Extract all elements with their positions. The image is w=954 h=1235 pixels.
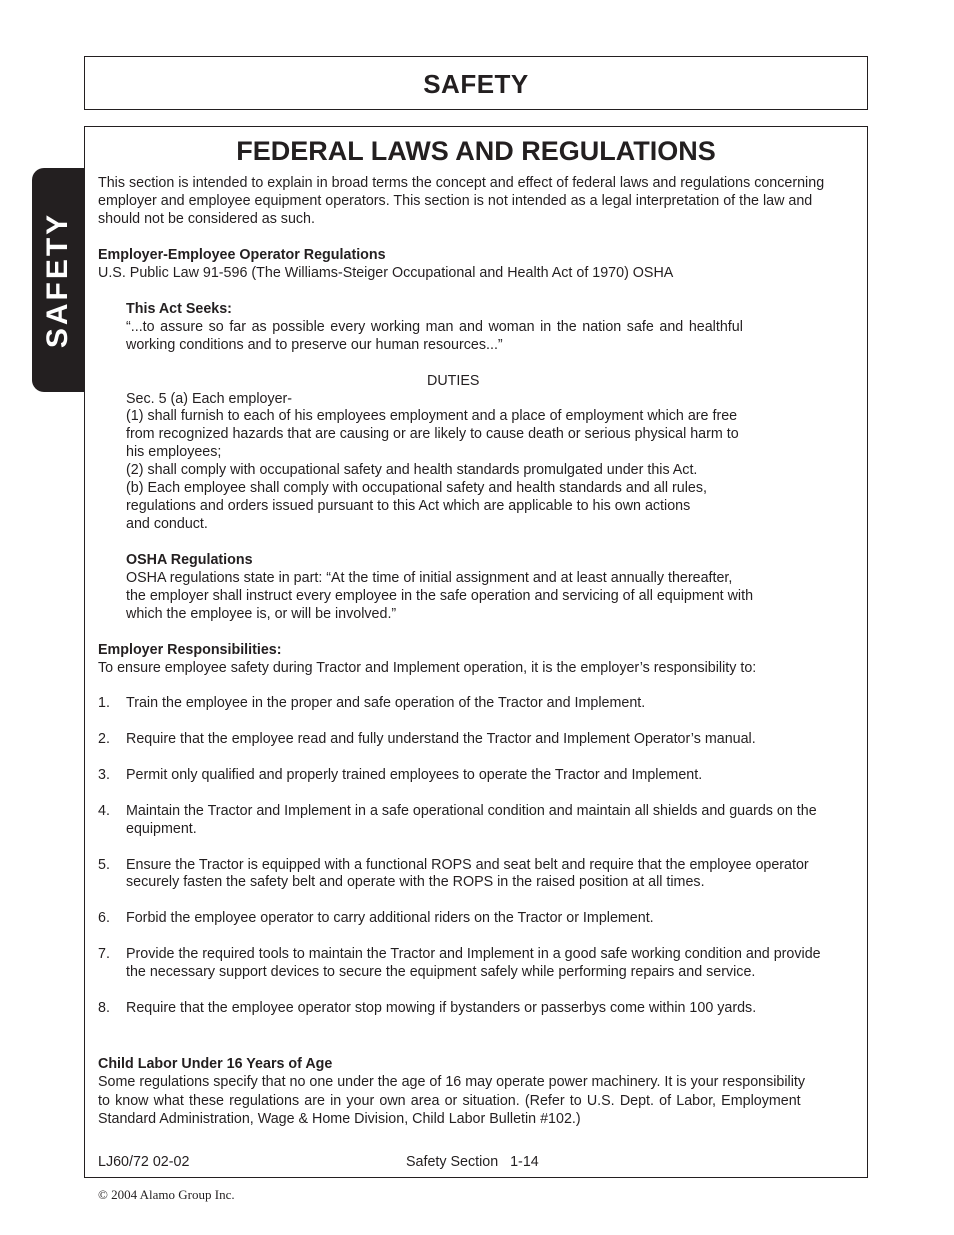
intro-line: should not be considered as such. — [98, 211, 315, 227]
list-item-number: 8. — [98, 1000, 110, 1016]
duties-line: (1) shall furnish to each of his employees employment and a place of employment which are free — [126, 408, 738, 424]
header-box — [84, 56, 868, 110]
child-labor-heading: Child Labor Under 16 Years of Age — [98, 1056, 333, 1072]
duties-line: Sec. 5 (a) Each employer- — [126, 391, 293, 407]
list-item-number: 3. — [98, 767, 110, 783]
list-item: Provide the required tools to maintain the Tractor and Implement in a good safe working condition and provide — [126, 946, 821, 962]
list-item: securely fasten the safety belt and operate with the ROPS in the raised position at all times. — [126, 874, 705, 890]
osha-line: OSHA regulations state in part: “At the time of initial assignment and at least annually thereafter, — [126, 570, 733, 586]
act-seeks-line: “...to assure so far as possible every working man and woman in the nation safe and healthful — [126, 319, 743, 335]
list-item: equipment. — [126, 821, 197, 837]
child-labor-line: Standard Administration, Wage & Home Division, Child Labor Bulletin #102.) — [98, 1111, 581, 1127]
list-item: Train the employee in the proper and safe operation of the Tractor and Implement. — [126, 695, 646, 711]
responsibilities-intro: To ensure employee safety during Tractor and Implement operation, it is the employer’s responsibility to: — [98, 660, 757, 676]
intro-line: employer and employee equipment operators. This section is not intended as a legal interpretation of the law and — [98, 193, 813, 209]
footer-model: LJ60/72 02-02 — [98, 1154, 190, 1170]
list-item-number: 1. — [98, 695, 110, 711]
list-item: Maintain the Tractor and Implement in a safe operational condition and maintain all shields and guards on the — [126, 803, 817, 819]
duties-line: and conduct. — [126, 516, 208, 532]
list-item: Ensure the Tractor is equipped with a functional ROPS and seat belt and require that the employee operator — [126, 857, 809, 873]
list-item: Require that the employee read and fully understand the Tractor and Implement Operator’s manual. — [126, 731, 756, 747]
side-tab-label: SAFETY — [41, 211, 74, 349]
duties-line: (b) Each employee shall comply with occupational safety and health standards and all rules, — [126, 480, 707, 496]
list-item: Require that the employee operator stop mowing if bystanders or passerbys come within 100 yards. — [126, 1000, 757, 1016]
list-item-number: 6. — [98, 910, 110, 926]
list-item-number: 7. — [98, 946, 110, 962]
osha-heading: OSHA Regulations — [126, 552, 253, 568]
side-tab — [32, 168, 84, 392]
duties-line: (2) shall comply with occupational safety and health standards promulgated under this Act. — [126, 462, 698, 478]
duties-line: from recognized hazards that are causing or are likely to cause death or serious physical harm to — [126, 426, 739, 442]
list-item: the necessary support devices to secure the equipment safely while performing repairs and service. — [126, 964, 756, 980]
list-item: Forbid the employee operator to carry additional riders on the Tractor or Implement. — [126, 910, 654, 926]
copyright: © 2004 Alamo Group Inc. — [98, 1187, 235, 1202]
list-item: Permit only qualified and properly trained employees to operate the Tractor and Implement. — [126, 767, 703, 783]
duties-line: regulations and orders issued pursuant to this Act which are applicable to his own actions — [126, 498, 691, 514]
employer-employee-text: U.S. Public Law 91-596 (The Williams-Steiger Occupational and Health Act of 1970) OSHA — [98, 265, 674, 281]
act-seeks-heading: This Act Seeks: — [126, 301, 232, 317]
list-item-number: 4. — [98, 803, 110, 819]
header-title: SAFETY — [423, 69, 529, 99]
child-labor-line: Some regulations specify that no one under the age of 16 may operate power machinery. It is your responsibility — [98, 1074, 806, 1090]
section-title: FEDERAL LAWS AND REGULATIONS — [236, 136, 716, 166]
employer-employee-heading: Employer-Employee Operator Regulations — [98, 247, 386, 263]
intro-line: This section is intended to explain in broad terms the concept and effect of federal laws and regulations concerning — [98, 175, 825, 191]
act-seeks-line: working conditions and to preserve our human resources...” — [126, 337, 503, 353]
osha-line: the employer shall instruct every employee in the safe operation and servicing of all equipment with — [126, 588, 754, 604]
osha-line: which the employee is, or will be involved.” — [126, 606, 397, 622]
duties-line: his employees; — [126, 444, 222, 460]
child-labor-line: to know what these regulations are in your own area or situation. (Refer to U.S. Dept. of Labor, Employment — [98, 1093, 801, 1109]
responsibilities-heading: Employer Responsibilities: — [98, 642, 282, 658]
duties-heading: DUTIES — [427, 373, 480, 389]
list-item-number: 2. — [98, 731, 110, 747]
list-item-number: 5. — [98, 857, 110, 873]
footer-page-number: Safety Section 1-14 — [406, 1154, 539, 1170]
